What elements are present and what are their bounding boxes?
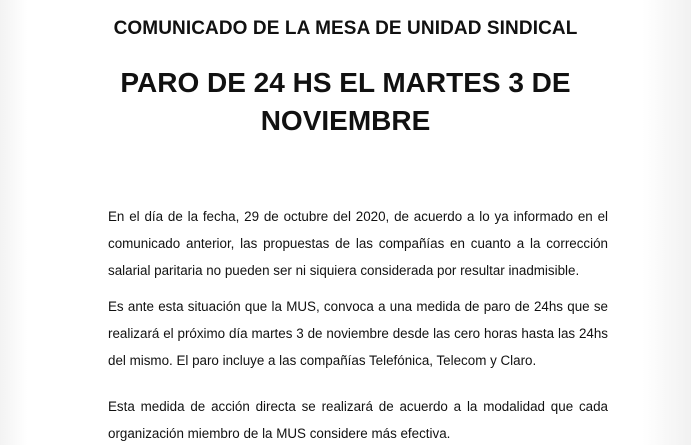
paragraph-date-statement: En el día de la fecha, 29 de octubre del 2020, de acuerdo a lo ya informado en el comunicado anterior, las propuestas de las compañías en cuanto a la corrección salarial paritaria no pueden ser ni siquiera considerada por resultar inadmisible. [108, 209, 608, 278]
document-title: PARO DE 24 HS EL MARTES 3 DE NOVIEMBRE [120, 67, 571, 136]
paragraph-action-modality: Esta medida de acción directa se realizará de acuerdo a la modalidad que cada organización miembro de la MUS considere más efectiva. [108, 399, 608, 441]
document-subtitle: COMUNICADO DE LA MESA DE UNIDAD SINDICAL [113, 18, 578, 39]
paragraph-strike-call: Es ante esta situación que la MUS, convoca a una medida de paro de 24hs que se realizará el próximo día martes 3 de noviembre desde las cero horas hasta las 24hs del mismo. El paro incluye a las compañías Telefónica, Telecom y Claro. [108, 299, 608, 368]
